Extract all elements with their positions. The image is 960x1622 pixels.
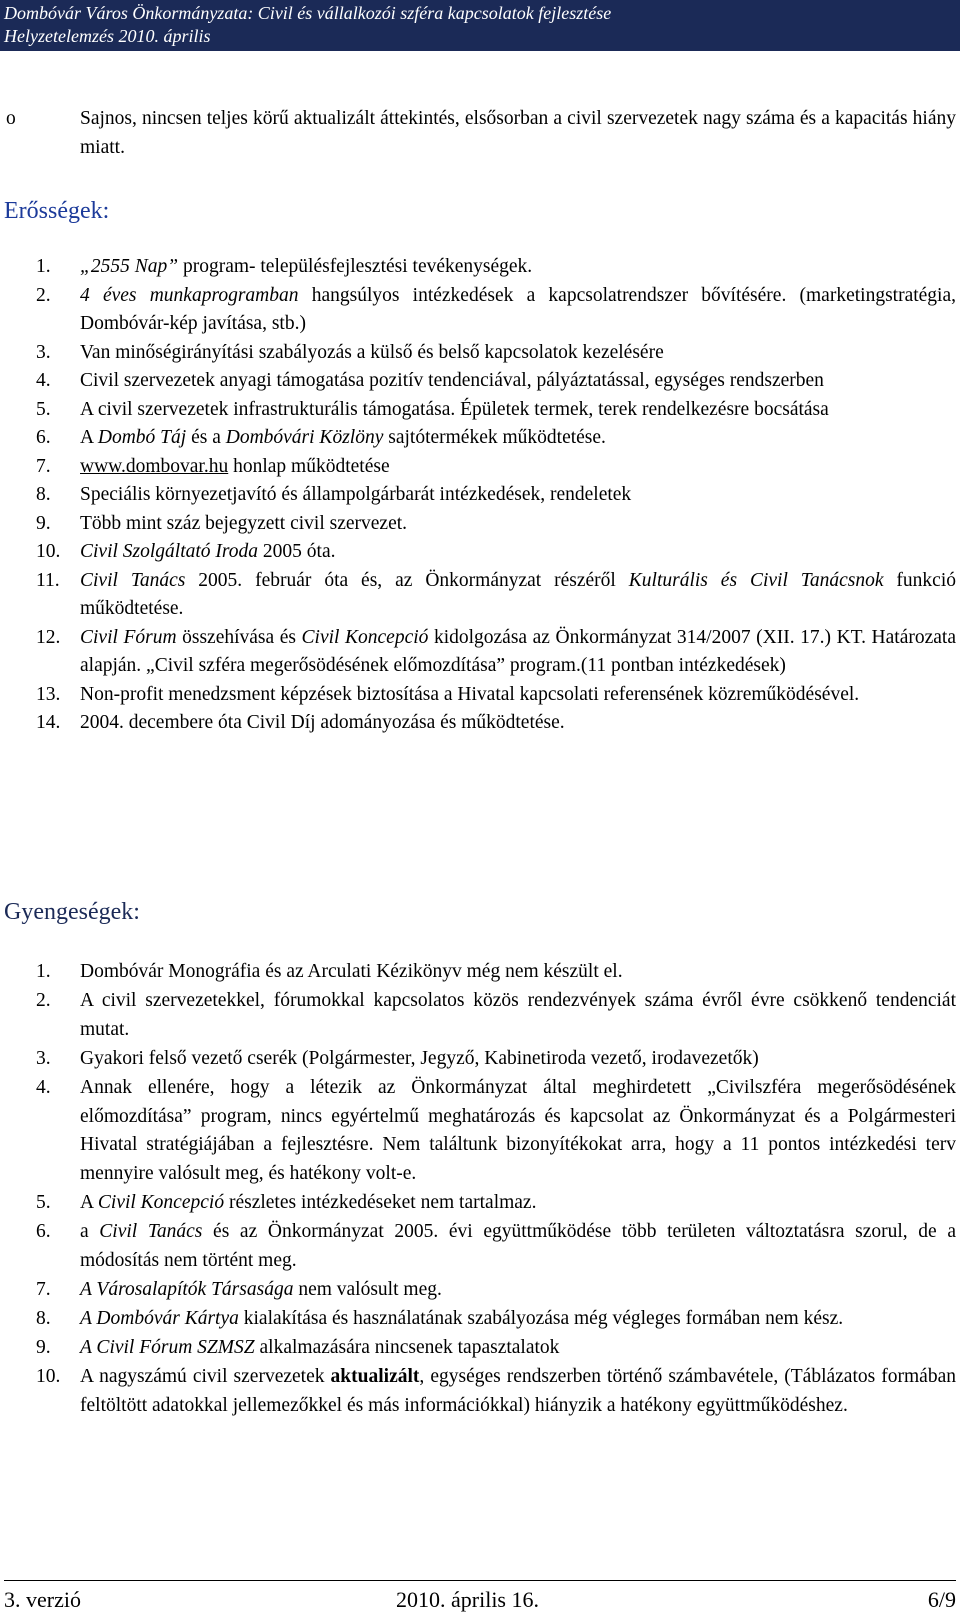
list-item — [6, 567, 956, 624]
list-item-text: , egységes rendszerben történő számbavétele, (Táblázatos formában feltöltött adatokkal jellemezőkkel és más információkkal) hiányzik a hatékony együttműködéshez. — [80, 1365, 956, 1416]
list-item-text: „2555 Nap” — [80, 256, 179, 277]
list-item-text: Civil Koncepció — [97, 1192, 225, 1214]
list-item-text: Non-profit menedzsment képzések biztosítása a Hivatal kapcsolati referensének közreműködésével. — [80, 683, 860, 705]
list-item — [6, 367, 956, 396]
list-item-number: 8. — [36, 1307, 51, 1329]
list-item-number: 7. — [36, 455, 51, 477]
list-item-number: 3. — [36, 1047, 51, 1069]
list-item-text: A nagyszámú civil szervezetek — [80, 1365, 331, 1387]
list-item-number: 3. — [36, 341, 51, 363]
list-item-number: 6. — [36, 1221, 51, 1243]
list-item-number: 13. — [36, 683, 61, 705]
list-item-text: részletes intézkedéseket nem tartalmaz. — [224, 1192, 537, 1214]
list-item — [6, 958, 956, 987]
list-item-number: 10. — [36, 1365, 61, 1387]
list-item-text: A — [80, 427, 98, 448]
list-item — [6, 681, 956, 710]
list-item-number: 4. — [36, 1076, 51, 1098]
list-item-text: 2005. február óta és, az Önkormányzat részéről — [185, 569, 629, 591]
list-item — [6, 282, 956, 339]
list-item-text: A Városalapítók Társasága — [80, 1278, 294, 1300]
list-item — [6, 1218, 956, 1276]
list-item-text: sajtótermékek működtetése. — [383, 427, 606, 448]
list-item-number: 14. — [36, 712, 61, 733]
list-item-number: 6. — [36, 427, 51, 448]
intro-bullet — [6, 104, 956, 162]
list-item-text: Dombó Táj — [97, 427, 187, 448]
list-item-text: program- településfejlesztési tevékenységek. — [178, 256, 533, 277]
list-item-number: 2. — [36, 989, 51, 1011]
list-item-number: 2. — [36, 284, 51, 306]
list-item — [6, 1305, 956, 1334]
header-subtitle: Helyzetelemzés 2010. április — [4, 26, 211, 46]
list-item-text: összehívása és — [176, 626, 302, 648]
footer-divider — [4, 1580, 956, 1581]
list-item-text: hangsúlyos intézkedések a kapcsolatrendszer bővítésére. (marketingstratégia, Dombóvár-kép javítása, stb.) — [80, 284, 956, 334]
list-item-text: és az Önkormányzat 2005. évi együttműködése több területen változtatásra szorul, de a módosítás nem történt meg. — [80, 1221, 956, 1272]
list-item-text: A Dombóvár Kártya — [80, 1307, 239, 1329]
list-item-number: 4. — [36, 370, 51, 391]
list-item — [6, 396, 956, 425]
list-item — [6, 339, 956, 368]
list-item-text: aktualizált — [330, 1365, 420, 1387]
list-item-number: 5. — [36, 1192, 51, 1214]
list-item-number: 10. — [36, 541, 61, 562]
list-item-text: Több mint száz bejegyzett civil szervezet. — [80, 512, 408, 534]
list-item-text: Civil Koncepció — [301, 626, 429, 648]
list-item-text: Annak ellenére, hogy a létezik az Önkormányzat által meghirdetett „Civilszféra megerősödésének előmozdítása” program, nincs egyértelmű meghatározás és kapcsolat az Önkormányzat és a Polgármesteri Hivatal stratégiájában a fejlesztésre. Nem találtunk bizonyítékokat arra, hogy a 11 pontos intézkedési terv mennyire valósult meg, és hatékony volt-e. — [80, 1076, 956, 1185]
list-item-text: honlap működtetése — [228, 455, 390, 477]
list-item-text: 4 éves munkaprogramban — [80, 284, 299, 306]
list-item-text: alkalmazására nincsenek tapasztalatok — [254, 1336, 560, 1358]
page-header — [0, 0, 960, 51]
list-item — [6, 1074, 956, 1190]
list-item-text: 2004. decembere óta Civil Díj adományozása és működtetése. — [80, 712, 565, 733]
list-item — [6, 253, 956, 282]
strengths-list — [6, 253, 956, 738]
list-item — [6, 1045, 956, 1074]
list-item — [6, 987, 956, 1045]
list-item-text: Dombóvár Monográfia és az Arculati Kézikönyv még nem készült el. — [80, 961, 623, 982]
list-item — [6, 624, 956, 681]
list-item-text: Civil szervezetek anyagi támogatása pozitív tendenciával, pályáztatással, egységes rendszerben — [80, 370, 824, 391]
list-item-text: kidolgozása az Önkormányzat 314/2007 (XII. 17.) KT. Határozata alapján. „Civil szféra megerősödésének előmozdítása” program.(11 pontban intézkedések) — [80, 626, 956, 676]
list-item-text: Civil Fórum — [80, 626, 177, 648]
footer-version: 3. verzió — [4, 1587, 81, 1612]
list-item-text: 2005 óta. — [258, 541, 336, 562]
list-item-text: Dombóvári Közlöny — [225, 427, 384, 448]
list-item-text: A civil szervezetek infrastrukturális támogatása. Épületek termek, terek rendelkezésre bocsátása — [80, 398, 829, 420]
strengths-heading: Erősségek: — [4, 198, 110, 224]
list-item-text: kialakítása és használatának szabályozása még végleges formában nem kész. — [238, 1307, 844, 1329]
list-item-text: nem valósult meg. — [293, 1278, 442, 1300]
list-item-text: Van minőségirányítási szabályozás a külső és belső kapcsolatok kezelésére — [80, 341, 664, 363]
list-item — [6, 709, 956, 738]
list-item-text: Speciális környezetjavító és állampolgárbarát intézkedések, rendeletek — [80, 484, 632, 505]
bullet-text: Sajnos, nincsen teljes körű aktualizált áttekintés, elsősorban a civil szervezetek nagy száma és a kapacitás hiány miatt. — [80, 108, 956, 158]
list-item-number: 9. — [36, 1336, 51, 1358]
list-item-text: Civil Tanács — [99, 1221, 203, 1243]
list-item — [6, 1363, 956, 1421]
list-item-text: A Civil Fórum SZMSZ — [80, 1336, 255, 1358]
footer-date: 2010. április 16. — [396, 1587, 539, 1612]
list-item-text: Kulturális és Civil Tanácsnok — [628, 569, 884, 591]
bullet-marker: o — [6, 108, 16, 129]
list-item-text: funkció működtetése. — [80, 569, 956, 619]
list-item-number: 8. — [36, 484, 51, 505]
list-item-number: 9. — [36, 512, 51, 534]
list-item — [6, 1334, 956, 1363]
list-item-number: 1. — [36, 256, 51, 277]
list-item — [6, 453, 956, 482]
list-item-number: 11. — [36, 569, 60, 591]
list-item — [6, 481, 956, 510]
list-item — [6, 1276, 956, 1305]
list-item-number: 12. — [36, 626, 61, 648]
weaknesses-heading: Gyengeségek: — [4, 899, 140, 925]
list-item-text: Civil Szolgáltató Iroda — [80, 541, 259, 562]
list-item-text: www.dombovar.hu — [80, 455, 229, 477]
list-item-number: 7. — [36, 1278, 51, 1300]
list-item-number: 1. — [36, 961, 51, 982]
list-item-text: a — [80, 1221, 100, 1243]
list-item-number: 5. — [36, 398, 51, 420]
header-title: Dombóvár Város Önkormányzata: Civil és vállalkozói szféra kapcsolatok fejlesztése — [4, 3, 612, 23]
weaknesses-list — [6, 958, 956, 1421]
list-item — [6, 510, 956, 539]
list-item-text: Civil Tanács — [80, 569, 186, 591]
list-item — [6, 538, 956, 567]
list-item — [6, 1189, 956, 1218]
list-item-text: A — [80, 1192, 98, 1214]
footer-page-number: 6/9 — [927, 1587, 956, 1612]
list-item-text: A civil szervezetekkel, fórumokkal kapcsolatos közös rendezvények száma évről évre csökkenő tendenciát mutat. — [80, 989, 956, 1040]
list-item-text: és a — [186, 427, 226, 448]
list-item — [6, 424, 956, 453]
list-item-text: Gyakori felső vezető cserék (Polgármester, Jegyző, Kabinetiroda vezető, irodavezetők) — [80, 1047, 759, 1069]
